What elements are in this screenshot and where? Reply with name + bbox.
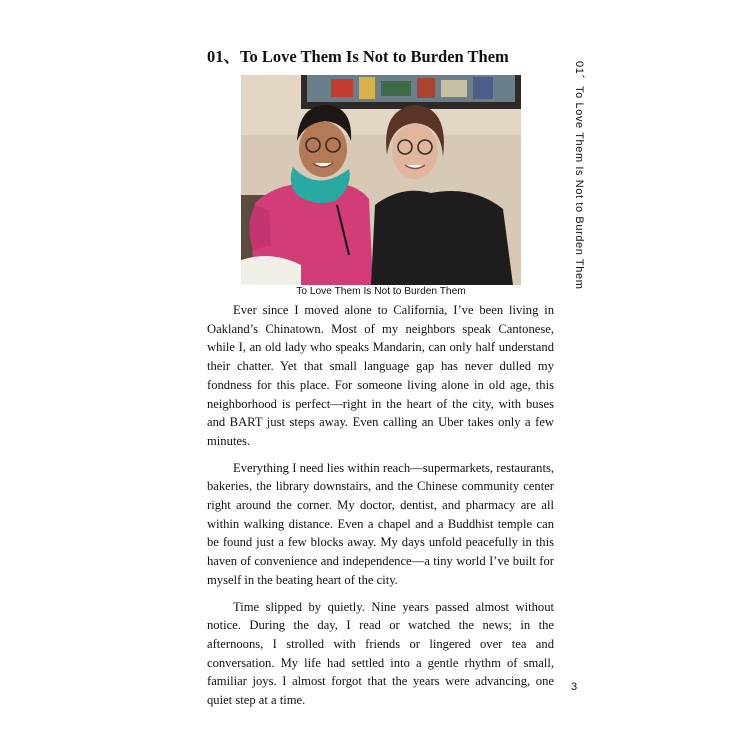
paragraph: Ever since I moved alone to California, I’ve been living in Oakland’s Chinatown. Most of my neighbors speak Cantonese, while I, an old lady who speaks Mandarin, can only half understand their chatter. Yet that small language gap has never dulled my fondness for this place. For someone living alone in old age, this neighborhood is perfect—right in the heart of the city, with buses and BART just steps away. Even calling an Uber takes only a few minutes. xyxy=(207,303,554,448)
running-head: 01、To Love Them Is Not to Burden Them xyxy=(573,61,585,290)
page-number: 3 xyxy=(571,681,578,693)
photo-two-women-icon xyxy=(241,75,521,285)
body-text xyxy=(207,301,554,718)
chapter-photo xyxy=(241,75,521,285)
chapter-title: 01、To Love Them Is Not to Burden Them xyxy=(207,47,509,66)
paragraph: Everything I need lies within reach—supermarkets, restaurants, bakeries, the library downstairs, and the Chinese community center right around the corner. My doctor, dentist, and pharmacy are all within walking distance. Even a chapel and a Buddhist temple can be found just a few blocks away. My days unfold peacefully in this haven of convenience and independence—a tiny world I’ve built for myself in the beating heart of the city. xyxy=(207,460,554,587)
paragraph: Time slipped by quietly. Nine years passed almost without notice. During the day, I read or watched the news; in the afternoons, I strolled with friends or lingered over tea and conversation. My life had settled into a gentle rhythm of small, familiar joys. I almost forgot that the years were advancing, one quiet step at a time. xyxy=(207,599,554,708)
photo-caption: To Love Them Is Not to Burden Them xyxy=(296,286,466,297)
